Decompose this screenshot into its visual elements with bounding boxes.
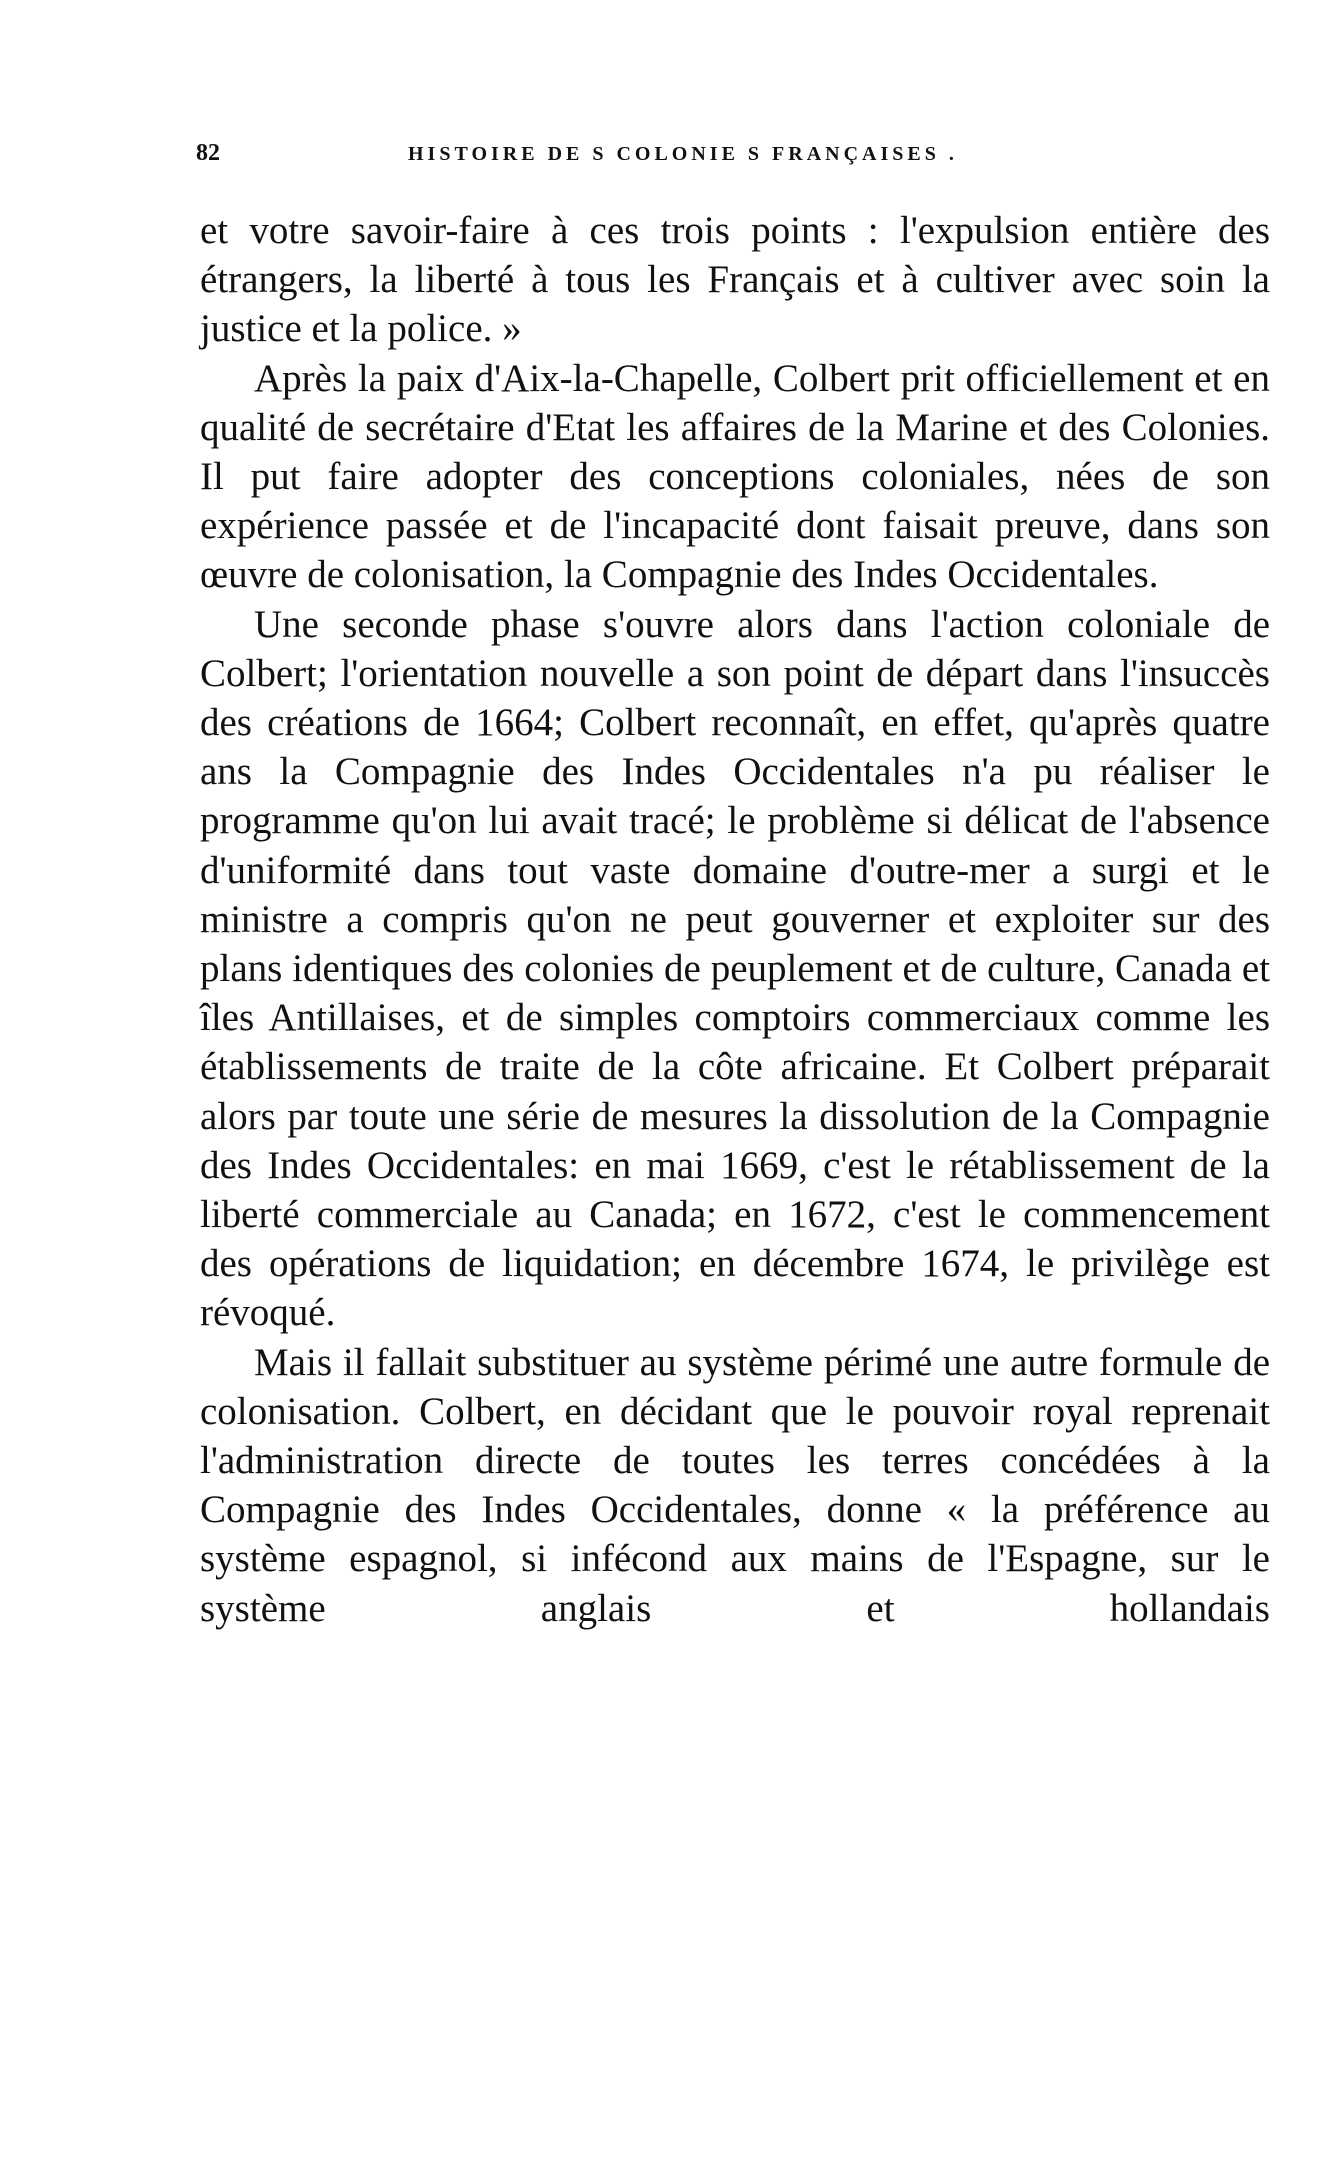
- body-text: [200, 206, 1270, 1633]
- paragraph-second-phase: Une seconde phase s'ouvre alors dans l'action coloniale de Colbert; l'orientation nouvelle a son point de départ dans l'insuccès des créations de 1664; Colbert reconnaît, en effet, qu'après quatre ans la Compagnie des Indes Occidentales n'a pu réaliser le programme qu'on lui avait tracé; le problème si délicat de l'absence d'uniformité dans tout vaste domaine d'outre-mer a surgi et le ministre a compris qu'on ne peut gouverner et exploiter sur des plans identiques des colonies de peuplement et de culture, Canada et îles Antillaises, et de simples comptoirs commerciaux comme les établissements de traite de la côte africaine. Et Colbert préparait alors par toute une série de mesures la dissolution de la Compagnie des Indes Occidentales: en mai 1669, c'est le rétablissement de la liberté commerciale au Canada; en 1672, c'est le commencement des opérations de liquidation; en décembre 1674, le privilège est révoqué.: [200, 602, 1270, 1335]
- running-title: HISTOIRE DE S COLONIE S FRANÇAISES .: [408, 143, 958, 165]
- page-number: 82: [196, 140, 220, 166]
- paragraph-colbert-aix-la-chapelle: Après la paix d'Aix-la-Chapelle, Colbert prit officiellement et en qualité de secrétaire d'Etat les affaires de la Marine et des Colonies. Il put faire adopter des conceptions coloniales, nées de son expérience passée et de l'incapacité dont faisait preuve, dans son œuvre de colonisation, la Compagnie des Indes Occidentales.: [200, 356, 1270, 597]
- paragraph-new-formula: Mais il fallait substituer au système périmé une autre formule de colonisation. Colbert, en décidant que le pouvoir royal reprenait l'administration directe de toutes les terres concédées à la Compagnie des Indes Occidentales, donne « la préférence au système espagnol, si infécond aux mains de l'Espagne, sur le système anglais et hollandais: [200, 1340, 1270, 1630]
- page-header: [196, 140, 1256, 180]
- paragraph-continuation: et votre savoir-faire à ces trois points : l'expulsion entière des étrangers, la liberté à tous les Français et à cultiver avec soin la justice et la police. »: [200, 209, 1270, 351]
